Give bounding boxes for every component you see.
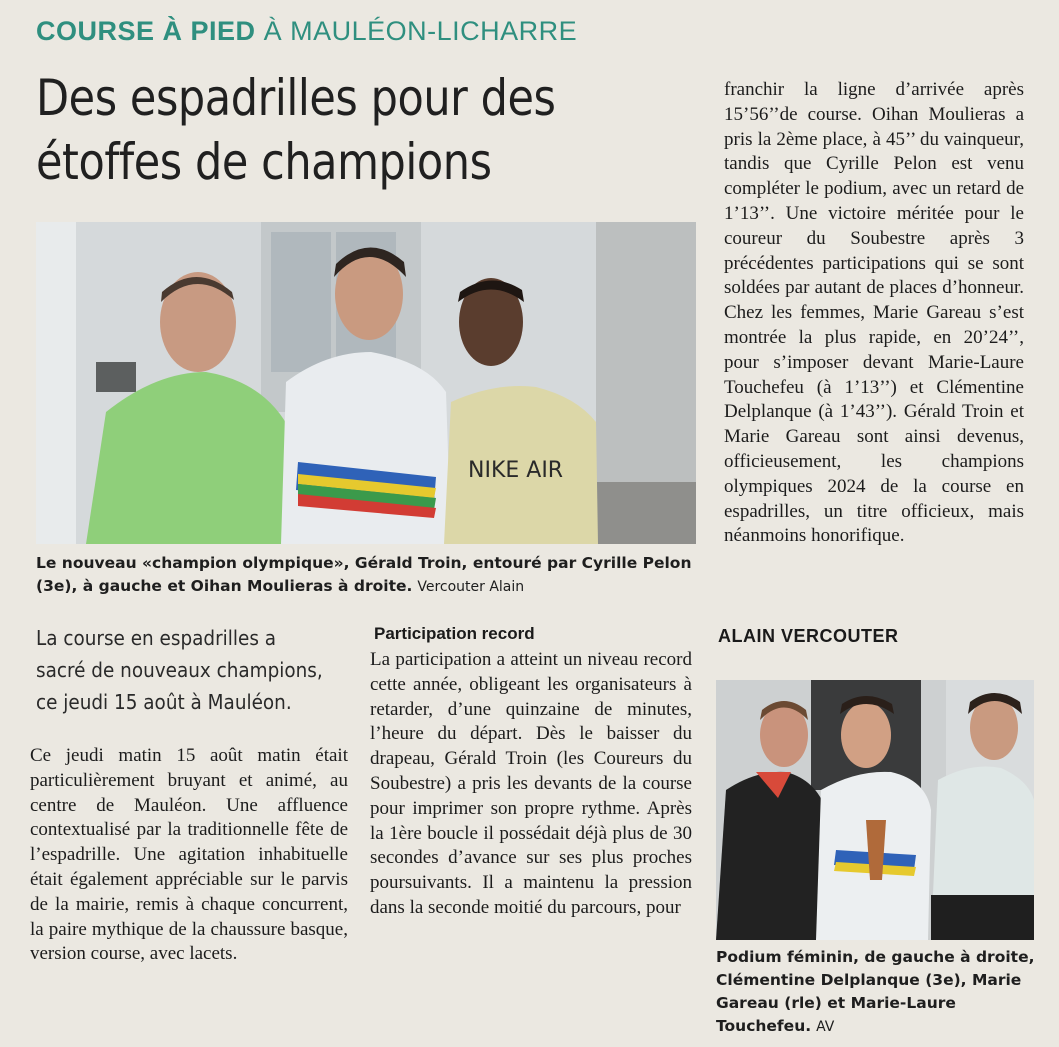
podium-photo-caption: [716, 946, 1036, 1039]
main-photo: [36, 222, 696, 544]
nike-shirt-text: NIKE AIR: [468, 458, 564, 483]
main-photo-illustration: [36, 222, 696, 544]
main-photo-credit: Vercouter Alain: [417, 579, 525, 595]
podium-photo: [716, 680, 1034, 940]
kicker: [36, 16, 577, 47]
podium-photo-illustration: [716, 680, 1034, 940]
article-column-3: franchir la ligne d’arrivée après 15’56’’de course. Oihan Moulieras a pris la 2ème place, à 45’’ du vainqueur, tandis que Cyrille Pelon est venu compléter le podium, avec un retard de 1’13’’. Une victoire méritée pour le coureur du Soubestre après 3 précédentes participations qui se sont soldées par autant de places d’honneur. Chez les femmes, Marie Gareau s’est montrée la plus rapide, en 20’24’’, pour s’imposer devant Marie-Laure Touchefeu (à 1’13’’) et Clémentine Delplanque (à 1’43’’). Gérald Troin et Marie Gareau sont ainsi devenus, officieusement, les champions olympiques 2024 de la course en espadrilles, un titre officieux, mais néanmoins honorifique.: [724, 79, 1024, 547]
article-lead: La course en espadrilles a sacré de nouveaux champions, ce jeudi 15 août à Mauléon.: [36, 626, 323, 714]
article-subhead: Participation record: [374, 624, 535, 643]
podium-photo-caption-text: Podium féminin, de gauche à droite, Clémentine Delplanque (3e), Marie Gareau (rle) et Marie-Laure Touchefeu.: [716, 948, 1035, 1035]
podium-photo-credit: AV: [816, 1019, 835, 1035]
kicker-section: COURSE À PIED: [36, 16, 256, 46]
headline: Des espadrilles pour des étoffes de champions: [36, 69, 556, 191]
main-photo-caption: [36, 552, 696, 599]
main-photo-caption-text: Le nouveau «champion olympique», Gérald Troin, entouré par Cyrille Pelon (3e), à gauche et Oihan Moulieras à droite.: [36, 554, 692, 595]
article-column-1: Ce jeudi matin 15 août matin était particulièrement bruyant et animé, au centre de Mauléon. Une affluence contextualisé par la traditionnelle fête de l’espadrille. Une agitation inhabituelle était également appréciable sur le parvis de la mairie, remis à chaque concurrent, la paire mythique de la chaussure basque, version course, avec lacets.: [30, 745, 348, 965]
author-signature: ALAIN VERCOUTER: [718, 626, 899, 646]
article-column-2: La participation a atteint un niveau record cette année, obligeant les organisateurs à retarder, d’une quinzaine de minutes, l’heure du départ. Dès le baisser du drapeau, Gérald Troin (les Coureurs du Soubestre) a pris les devants de la course pour imprimer son propre rythme. Après la 1ère boucle il possédait déjà plus de 30 secondes d’avance sur ses plus proches poursuivants. Il a maintenu la pression dans la seconde moitié du parcours, pour: [370, 649, 692, 918]
kicker-place: À MAULÉON-LICHARRE: [263, 16, 578, 46]
